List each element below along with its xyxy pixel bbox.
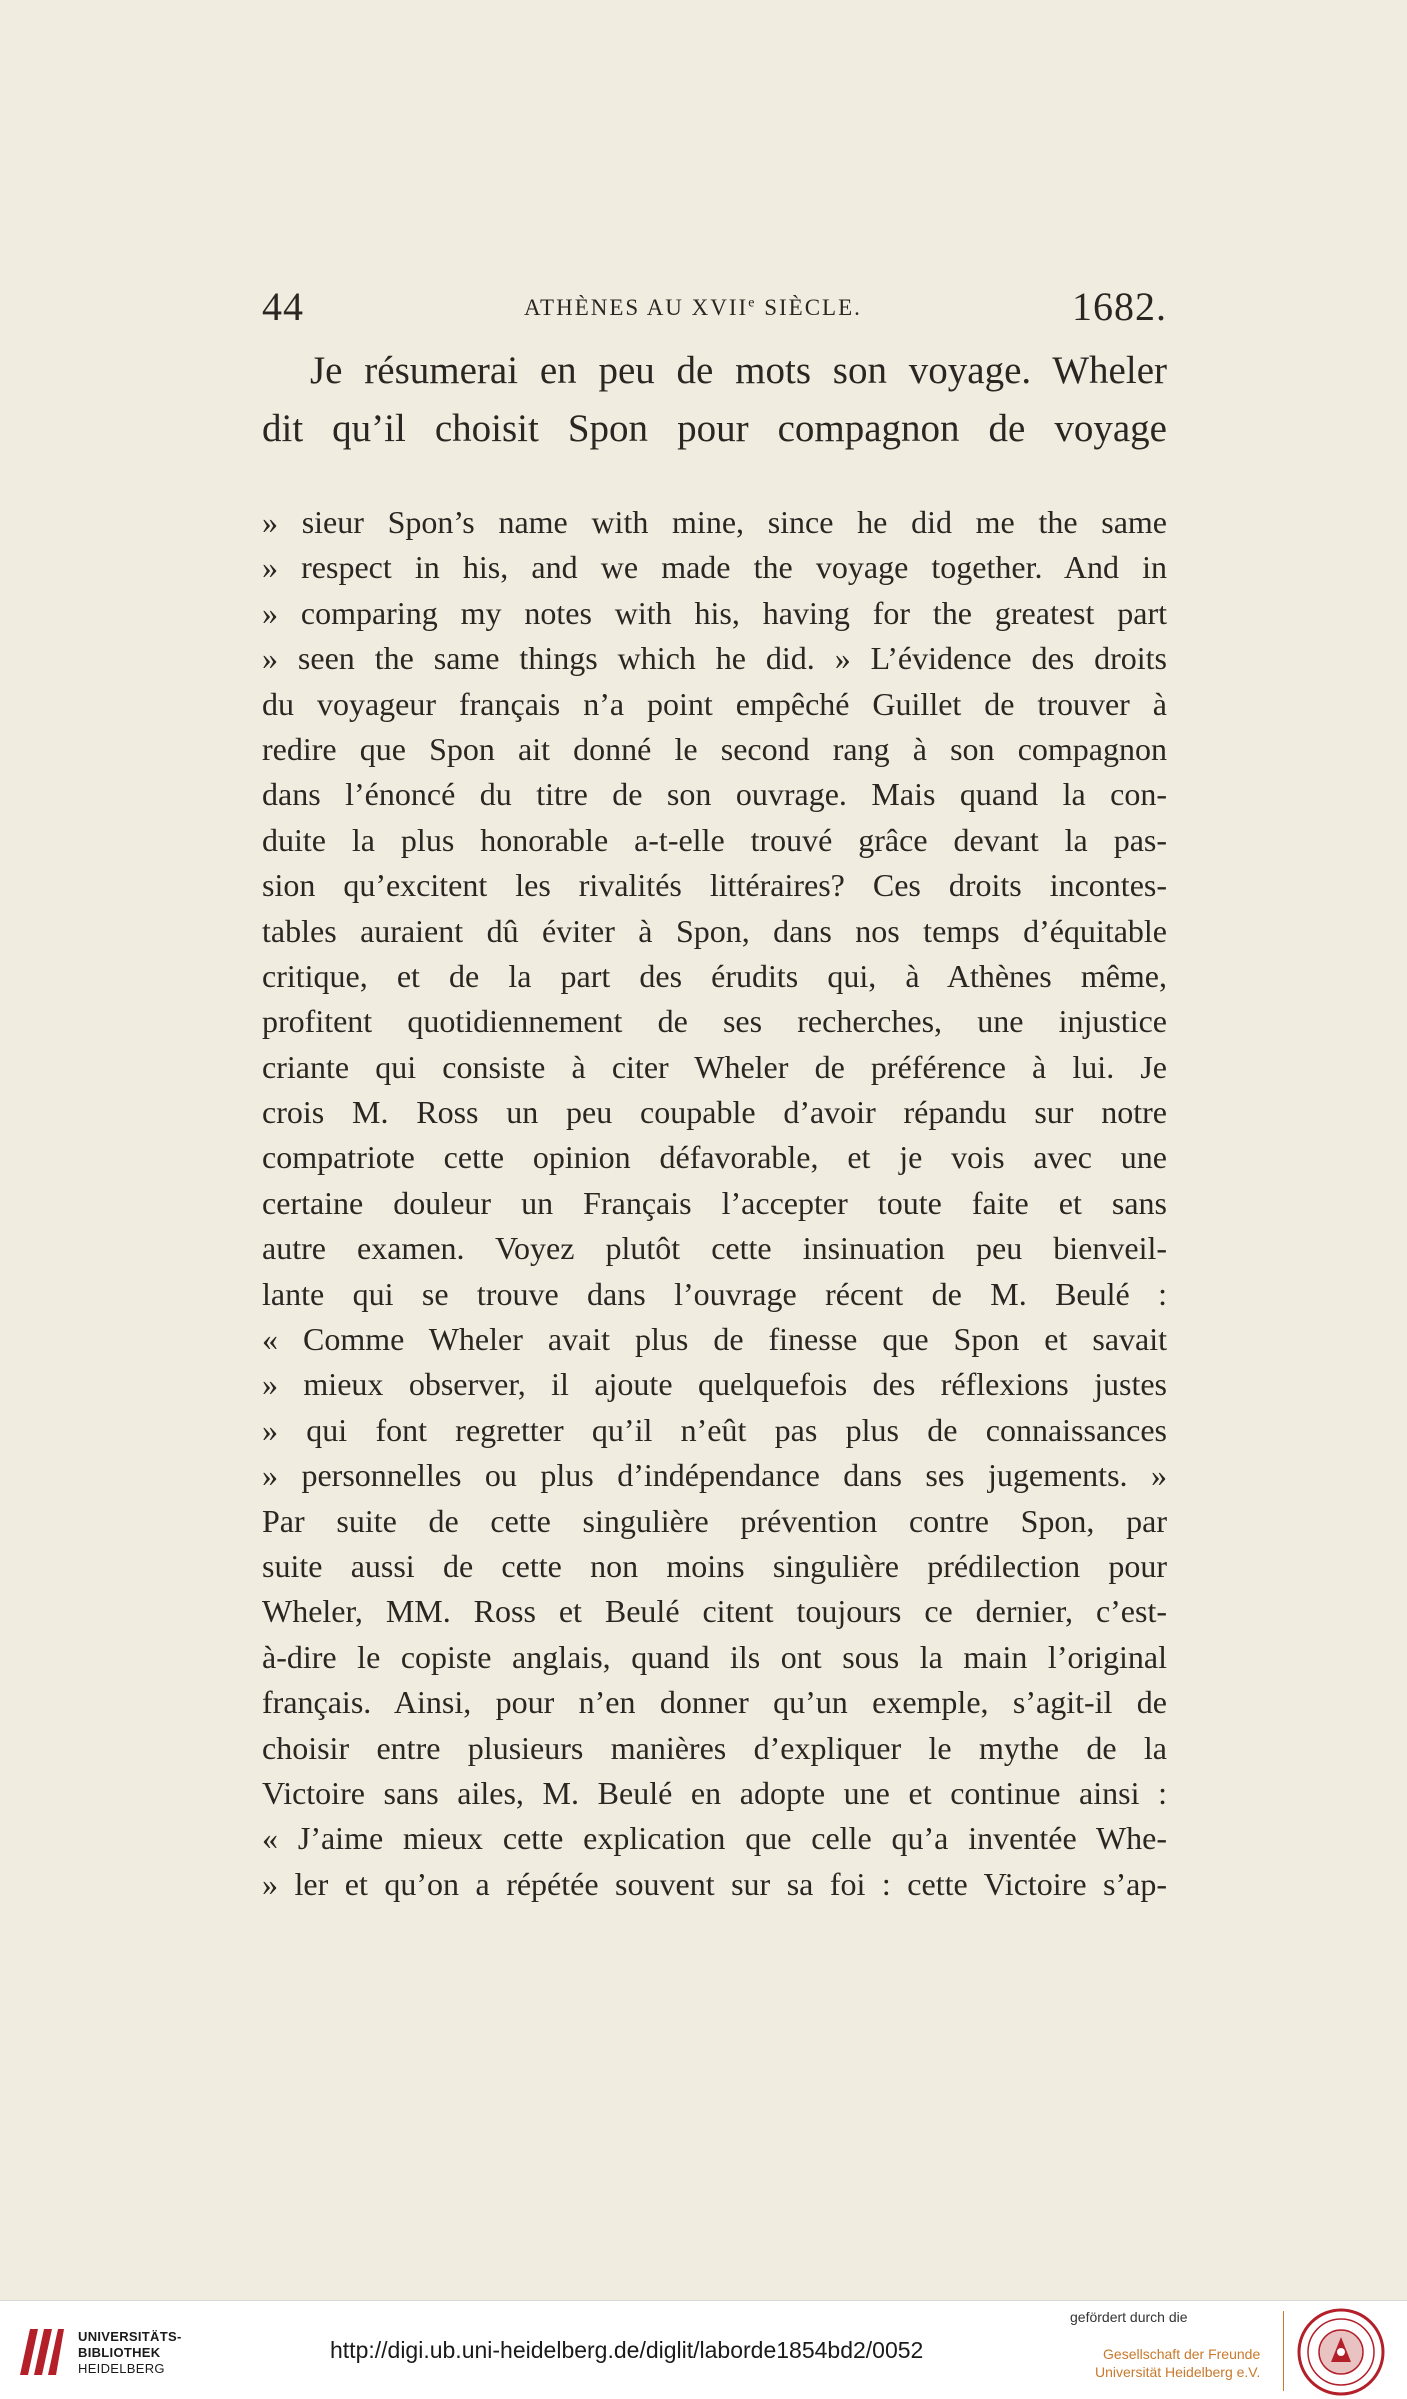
library-name-line2: BIBLIOTHEK <box>78 2345 161 2360</box>
library-name-line1: UNIVERSITÄTS- <box>78 2329 182 2344</box>
text-line: » ler et qu’on a répétée souvent sur sa foi : cette Victoire s’ap- <box>262 1865 1167 1902</box>
running-header <box>262 283 1167 333</box>
text-line: certaine douleur un Français l’accepter toute faite et sans <box>262 1184 1167 1221</box>
university-seal-icon <box>1296 2307 1386 2397</box>
text-line: » sieur Spon’s name with mine, since he did me the same <box>262 504 1167 540</box>
text-line: redire que Spon ait donné le second rang à son compagnon <box>262 730 1167 767</box>
running-title-prefix: ATHÈNES AU XVII <box>524 295 749 320</box>
page-number: 44 <box>262 284 304 329</box>
text-line: » respect in his, and we made the voyage together. And in <box>262 549 1167 586</box>
sponsor-name <box>1095 2345 1260 2381</box>
text-line: » qui font regretter qu’il n’eût pas plus de connaissances <box>262 1411 1167 1448</box>
text-line: à-dire le copiste anglais, quand ils ont sous la main l’original <box>262 1638 1167 1675</box>
sponsor-label: gefördert durch die <box>1070 2309 1188 2325</box>
text-line: suite aussi de cette non moins singulière prédilection pour <box>262 1547 1167 1584</box>
text-line: tables auraient dû éviter à Spon, dans nos temps d’équitable <box>262 912 1167 949</box>
text-line: » mieux observer, il ajoute quelquefois des réflexions justes <box>262 1366 1167 1403</box>
running-title <box>524 295 862 321</box>
text-line: autre examen. Voyez plutôt cette insinuation peu bienveil- <box>262 1230 1167 1267</box>
text-line: crois M. Ross un peu coupable d’avoir répandu sur notre <box>262 1094 1167 1131</box>
sponsor-name-line2: Universität Heidelberg e.V. <box>1095 2364 1261 2380</box>
text-line: « Comme Wheler avait plus de finesse que Spon et savait <box>262 1321 1167 1358</box>
text-line: Par suite de cette singulière prévention contre Spon, par <box>262 1502 1167 1539</box>
text-line: criante qui consiste à citer Wheler de préférence à lui. Je <box>262 1048 1167 1085</box>
text-line: profitent quotidiennement de ses recherches, une injustice <box>262 1003 1167 1040</box>
text-line: dans l’énoncé du titre de son ouvrage. Mais quand la con- <box>262 776 1167 813</box>
text-line: Victoire sans ailes, M. Beulé en adopte une et continue ainsi : <box>262 1774 1167 1811</box>
text-line: choisir entre plusieurs manières d’expliquer le mythe de la <box>262 1729 1167 1766</box>
text-line: lante qui se trouve dans l’ouvrage récent de M. Beulé : <box>262 1275 1167 1312</box>
lead-line: Je résumerai en peu de mots son voyage. Wheler <box>310 349 1167 392</box>
text-line: sion qu’excitent les rivalités littéraires? Ces droits incontes- <box>262 867 1167 904</box>
sponsor-divider <box>1283 2311 1284 2391</box>
text-line: » comparing my notes with his, having for the greatest part <box>262 594 1167 631</box>
text-line: Wheler, MM. Ross et Beulé citent toujours ce dernier, c’est- <box>262 1593 1167 1630</box>
lead-paragraph <box>262 342 1167 458</box>
running-title-suffix: SIÈCLE. <box>756 295 862 320</box>
footer-bar <box>0 2300 1407 2399</box>
text-line: « J’aime mieux cette explication que celle qu’a inventée Whe- <box>262 1820 1167 1857</box>
running-title-sup: e <box>748 295 757 311</box>
text-line: critique, et de la part des érudits qui, à Athènes même, <box>262 957 1167 994</box>
lead-line: dit qu’il choisit Spon pour compagnon de voyage <box>262 407 1167 450</box>
text-line: du voyageur français n’a point empêché Guillet de trouver à <box>262 685 1167 722</box>
source-url-link[interactable]: http://digi.ub.uni-heidelberg.de/diglit/laborde1854bd2/0052 <box>330 2337 924 2363</box>
body-text <box>262 500 1167 1907</box>
text-line: français. Ainsi, pour n’en donner qu’un exemple, s’agit-il de <box>262 1684 1167 1721</box>
text-line: » seen the same things which he did. » L’évidence des droits <box>262 640 1167 677</box>
year: 1682. <box>1072 284 1167 329</box>
text-line: duite la plus honorable a-t-elle trouvé grâce devant la pas- <box>262 821 1167 858</box>
text-line: compatriote cette opinion défavorable, et je vois avec une <box>262 1139 1167 1176</box>
sponsor-name-line1: Gesellschaft der Freunde <box>1103 2346 1261 2362</box>
library-name <box>78 2329 182 2377</box>
university-library-logo-icon <box>16 2323 66 2381</box>
text-line: » personnelles ou plus d’indépendance dans ses jugements. » <box>262 1457 1167 1494</box>
library-name-line3: HEIDELBERG <box>78 2361 165 2376</box>
